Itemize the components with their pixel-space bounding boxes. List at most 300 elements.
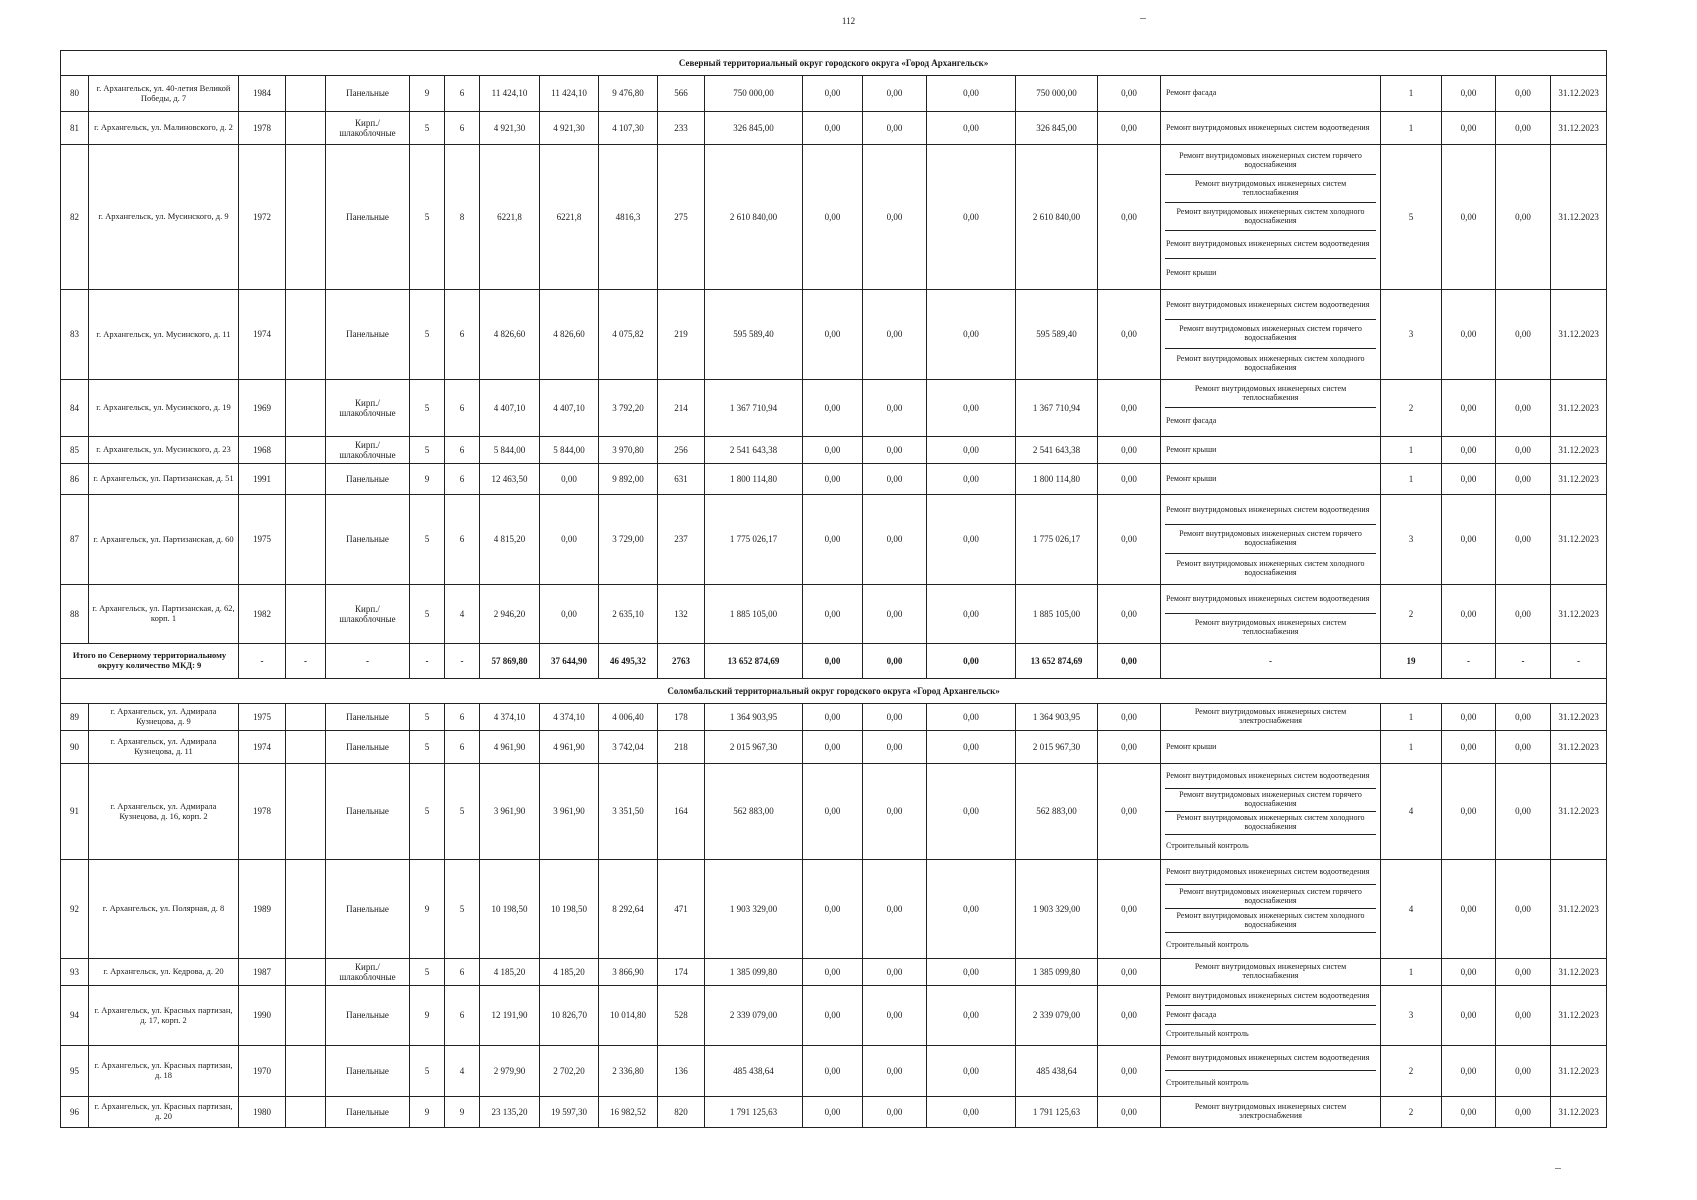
blank-cell: [286, 731, 326, 764]
funding-cell: 0,00: [927, 290, 1016, 380]
cost-cell: 1 364 903,95: [705, 704, 803, 731]
cost-cell: 2 015 967,30: [705, 731, 803, 764]
year-cell: 1987: [239, 959, 286, 986]
work-item: Ремонт внутридомовых инженерных систем холодного водоснабжения: [1165, 812, 1376, 835]
address-cell: г. Архангельск, ул. Адмирала Кузнецова, д. 11: [89, 731, 239, 764]
work-item: Ремонт внутридомовых инженерных систем водоотведения: [1165, 496, 1376, 525]
unit-cost-cell: 0,00: [1442, 1046, 1496, 1097]
deadline-cell: 31.12.2023: [1551, 585, 1607, 644]
unit-cost-cell: 0,00: [1442, 860, 1496, 959]
living-area-cell: 10 014,80: [599, 986, 658, 1046]
row-number: 89: [61, 704, 89, 731]
funding-cell: 0,00: [1098, 495, 1161, 585]
area-cell: 0,00: [540, 495, 599, 585]
unit-cost-cell: 0,00: [1496, 495, 1551, 585]
cost-cell: 326 845,00: [705, 112, 803, 145]
row-number: 94: [61, 986, 89, 1046]
table-row: [61, 1046, 1607, 1097]
year-cell: 1974: [239, 290, 286, 380]
funding-cell: 0,00: [863, 585, 927, 644]
wall-material-cell: Панельные: [326, 986, 410, 1046]
unit-cost-cell: 0,00: [1442, 1097, 1496, 1128]
floors-cell: 5: [410, 731, 445, 764]
year-cell: 1982: [239, 585, 286, 644]
total-area-cell: 4 921,30: [480, 112, 540, 145]
area-cell: 4 961,90: [540, 731, 599, 764]
row-number: 86: [61, 464, 89, 495]
work-item: Ремонт фасада: [1166, 88, 1217, 98]
work-types-cell: [1161, 860, 1381, 959]
total-cell: 0,00: [803, 644, 863, 679]
work-item: Ремонт внутридомовых инженерных систем горячего водоснабжения: [1165, 147, 1376, 175]
total-cell: 0,00: [927, 644, 1016, 679]
floors-cell: 9: [410, 76, 445, 112]
living-area-cell: 3 729,00: [599, 495, 658, 585]
funding-cell: 0,00: [863, 986, 927, 1046]
work-item: Ремонт внутридомовых инженерных систем горячего водоснабжения: [1165, 320, 1376, 349]
work-item: Ремонт крыши: [1166, 444, 1217, 454]
address-cell: г. Архангельск, ул. 40-летия Великой Победы, д. 7: [89, 76, 239, 112]
deadline-cell: 31.12.2023: [1551, 1046, 1607, 1097]
funding-cell: 0,00: [1098, 764, 1161, 860]
work-count-cell: 3: [1381, 290, 1442, 380]
table-row: [61, 959, 1607, 986]
funding-cell: 0,00: [1098, 1097, 1161, 1128]
funding-cell: 1 791 125,63: [1016, 1097, 1098, 1128]
floors-cell: 5: [410, 145, 445, 290]
work-item: Ремонт внутридомовых инженерных систем холодного водоснабжения: [1165, 203, 1376, 231]
work-item: Строительный контроль: [1166, 939, 1249, 949]
residents-cell: 136: [658, 1046, 705, 1097]
work-count-cell: 1: [1381, 731, 1442, 764]
wall-material-cell: Панельные: [326, 76, 410, 112]
total-cell: 0,00: [863, 644, 927, 679]
address-cell: г. Архангельск, ул. Кедрова, д. 20: [89, 959, 239, 986]
living-area-cell: 16 982,52: [599, 1097, 658, 1128]
unit-cost-cell: 0,00: [1496, 437, 1551, 464]
floors-cell: 9: [410, 1097, 445, 1128]
work-types-cell: [1161, 959, 1381, 986]
area-cell: 4 374,10: [540, 704, 599, 731]
work-count-cell: 4: [1381, 764, 1442, 860]
address-cell: г. Архангельск, ул. Мусинского, д. 23: [89, 437, 239, 464]
row-number: 82: [61, 145, 89, 290]
deadline-cell: 31.12.2023: [1551, 495, 1607, 585]
floors-cell: 5: [410, 437, 445, 464]
address-cell: г. Архангельск, ул. Красных партизан, д. 17, корп. 2: [89, 986, 239, 1046]
section-north: [61, 51, 1607, 76]
floors-cell: 5: [410, 1046, 445, 1097]
entrances-cell: 6: [445, 437, 480, 464]
wall-material-cell: Панельные: [326, 495, 410, 585]
funding-cell: 750 000,00: [1016, 76, 1098, 112]
cost-cell: 2 541 643,38: [705, 437, 803, 464]
residents-cell: 164: [658, 764, 705, 860]
address-cell: г. Архангельск, ул. Партизанская, д. 51: [89, 464, 239, 495]
funding-cell: 0,00: [803, 464, 863, 495]
total-cell: 2763: [658, 644, 705, 679]
address-cell: г. Архангельск, ул. Партизанская, д. 62, корп. 1: [89, 585, 239, 644]
funding-cell: 0,00: [803, 704, 863, 731]
funding-cell: 0,00: [863, 464, 927, 495]
wall-material-cell: Панельные: [326, 464, 410, 495]
funding-cell: 0,00: [1098, 585, 1161, 644]
funding-cell: 0,00: [803, 764, 863, 860]
funding-cell: 2 541 643,38: [1016, 437, 1098, 464]
unit-cost-cell: 0,00: [1442, 437, 1496, 464]
funding-cell: 0,00: [927, 959, 1016, 986]
total-cell: 0,00: [1098, 644, 1161, 679]
wall-material-cell: Кирп./ шлакоблочные: [326, 437, 410, 464]
funding-cell: 0,00: [1098, 959, 1161, 986]
blank-cell: [286, 380, 326, 437]
funding-cell: 0,00: [1098, 731, 1161, 764]
living-area-cell: 9 476,80: [599, 76, 658, 112]
funding-cell: 0,00: [863, 959, 927, 986]
blank-cell: [286, 585, 326, 644]
year-cell: 1974: [239, 731, 286, 764]
year-cell: 1972: [239, 145, 286, 290]
work-item: Ремонт внутридомовых инженерных систем водоотведения: [1165, 291, 1376, 320]
work-item: Ремонт внутридомовых инженерных систем горячего водоснабжения: [1165, 885, 1376, 909]
table-row: [61, 464, 1607, 495]
work-types-cell: [1161, 76, 1381, 112]
funding-cell: 0,00: [803, 112, 863, 145]
total-area-cell: 23 135,20: [480, 1097, 540, 1128]
work-types-cell: [1161, 495, 1381, 585]
entrances-cell: 9: [445, 1097, 480, 1128]
total-cell: -: [1442, 644, 1496, 679]
table-row: [61, 380, 1607, 437]
living-area-cell: 4 006,40: [599, 704, 658, 731]
unit-cost-cell: 0,00: [1442, 731, 1496, 764]
row-number: 90: [61, 731, 89, 764]
floors-cell: 5: [410, 380, 445, 437]
entrances-cell: 6: [445, 959, 480, 986]
funding-cell: 1 885 105,00: [1016, 585, 1098, 644]
funding-cell: 0,00: [803, 495, 863, 585]
deadline-cell: 31.12.2023: [1551, 764, 1607, 860]
work-count-cell: 1: [1381, 112, 1442, 145]
unit-cost-cell: 0,00: [1442, 764, 1496, 860]
living-area-cell: 3 351,50: [599, 764, 658, 860]
year-cell: 1978: [239, 112, 286, 145]
funding-cell: 0,00: [803, 1046, 863, 1097]
wall-material-cell: Панельные: [326, 704, 410, 731]
unit-cost-cell: 0,00: [1496, 1097, 1551, 1128]
work-item: Строительный контроль: [1166, 1077, 1249, 1087]
funding-cell: 0,00: [803, 290, 863, 380]
address-cell: г. Архангельск, ул. Малиновского, д. 2: [89, 112, 239, 145]
entrances-cell: 6: [445, 112, 480, 145]
work-types-cell: [1161, 986, 1381, 1046]
wall-material-cell: Панельные: [326, 764, 410, 860]
area-cell: 19 597,30: [540, 1097, 599, 1128]
funding-cell: 0,00: [927, 585, 1016, 644]
funding-cell: 0,00: [803, 1097, 863, 1128]
work-types-cell: [1161, 145, 1381, 290]
funding-cell: 0,00: [863, 1097, 927, 1128]
table-row: [61, 585, 1607, 644]
funding-cell: 0,00: [927, 860, 1016, 959]
work-count-cell: 1: [1381, 959, 1442, 986]
work-item: Строительный контроль: [1166, 1029, 1249, 1039]
funding-cell: 0,00: [1098, 1046, 1161, 1097]
row-number: 84: [61, 380, 89, 437]
deadline-cell: 31.12.2023: [1551, 986, 1607, 1046]
funding-cell: 0,00: [1098, 112, 1161, 145]
living-area-cell: 4 107,30: [599, 112, 658, 145]
total-area-cell: 4 374,10: [480, 704, 540, 731]
residents-cell: 132: [658, 585, 705, 644]
year-cell: 1975: [239, 495, 286, 585]
row-number: 81: [61, 112, 89, 145]
funding-cell: 0,00: [863, 76, 927, 112]
deadline-cell: 31.12.2023: [1551, 704, 1607, 731]
work-item: Ремонт внутридомовых инженерных систем горячего водоснабжения: [1165, 525, 1376, 554]
living-area-cell: 3 792,20: [599, 380, 658, 437]
total-area-cell: 5 844,00: [480, 437, 540, 464]
unit-cost-cell: 0,00: [1442, 112, 1496, 145]
cost-cell: 1 791 125,63: [705, 1097, 803, 1128]
cost-cell: 2 610 840,00: [705, 145, 803, 290]
unit-cost-cell: 0,00: [1442, 704, 1496, 731]
work-count-cell: 1: [1381, 437, 1442, 464]
funding-cell: 0,00: [1098, 986, 1161, 1046]
wall-material-cell: Кирп./ шлакоблочные: [326, 959, 410, 986]
funding-cell: 0,00: [1098, 76, 1161, 112]
entrances-cell: 5: [445, 860, 480, 959]
table-row: [61, 731, 1607, 764]
work-item: Ремонт внутридомовых инженерных систем водоотведения: [1165, 231, 1376, 259]
area-cell: 4 826,60: [540, 290, 599, 380]
unit-cost-cell: 0,00: [1496, 380, 1551, 437]
funding-cell: 0,00: [863, 704, 927, 731]
total-area-cell: 4 407,10: [480, 380, 540, 437]
work-count-cell: 2: [1381, 380, 1442, 437]
capital-repair-register-table: [60, 50, 1607, 1128]
work-item: Ремонт внутридомовых инженерных систем водоотведения: [1165, 586, 1376, 614]
floors-cell: 5: [410, 704, 445, 731]
blank-cell: [286, 145, 326, 290]
unit-cost-cell: 0,00: [1442, 464, 1496, 495]
work-item: Ремонт фасада: [1166, 416, 1217, 426]
area-cell: 4 921,30: [540, 112, 599, 145]
funding-cell: 0,00: [1098, 290, 1161, 380]
total-cell: 37 644,90: [540, 644, 599, 679]
year-cell: 1980: [239, 1097, 286, 1128]
total-area-cell: 12 191,90: [480, 986, 540, 1046]
work-types-cell: [1161, 1097, 1381, 1128]
funding-cell: 0,00: [927, 704, 1016, 731]
unit-cost-cell: 0,00: [1496, 986, 1551, 1046]
blank-cell: [286, 290, 326, 380]
blank-cell: [286, 437, 326, 464]
funding-cell: 2 339 079,00: [1016, 986, 1098, 1046]
funding-cell: 0,00: [803, 860, 863, 959]
unit-cost-cell: 0,00: [1496, 959, 1551, 986]
total-area-cell: 4 826,60: [480, 290, 540, 380]
work-item: Ремонт внутридомовых инженерных систем горячего водоснабжения: [1165, 789, 1376, 812]
year-cell: 1970: [239, 1046, 286, 1097]
wall-material-cell: Кирп./ шлакоблочные: [326, 112, 410, 145]
unit-cost-cell: 0,00: [1496, 731, 1551, 764]
blank-cell: [286, 1097, 326, 1128]
table-row: [61, 704, 1607, 731]
deadline-cell: 31.12.2023: [1551, 959, 1607, 986]
deadline-cell: 31.12.2023: [1551, 290, 1607, 380]
work-item: Ремонт внутридомовых инженерных систем водоотведения: [1165, 1047, 1376, 1071]
area-cell: 0,00: [540, 464, 599, 495]
funding-cell: 0,00: [927, 1046, 1016, 1097]
address-cell: г. Архангельск, ул. Красных партизан, д. 18: [89, 1046, 239, 1097]
funding-cell: 0,00: [1098, 860, 1161, 959]
table-row: [61, 1097, 1607, 1128]
cost-cell: 2 339 079,00: [705, 986, 803, 1046]
funding-cell: 0,00: [1098, 437, 1161, 464]
blank-cell: [286, 986, 326, 1046]
funding-cell: 1 800 114,80: [1016, 464, 1098, 495]
area-cell: 0,00: [540, 585, 599, 644]
unit-cost-cell: 0,00: [1442, 290, 1496, 380]
entrances-cell: 6: [445, 495, 480, 585]
deadline-cell: 31.12.2023: [1551, 112, 1607, 145]
work-count-cell: 2: [1381, 1097, 1442, 1128]
funding-cell: 0,00: [863, 112, 927, 145]
floors-cell: 9: [410, 464, 445, 495]
entrances-cell: 5: [445, 764, 480, 860]
cost-cell: 1 885 105,00: [705, 585, 803, 644]
floors-cell: 5: [410, 959, 445, 986]
area-cell: 2 702,20: [540, 1046, 599, 1097]
wall-material-cell: Кирп./ шлакоблочные: [326, 585, 410, 644]
deadline-cell: 31.12.2023: [1551, 76, 1607, 112]
year-cell: 1975: [239, 704, 286, 731]
funding-cell: 0,00: [803, 986, 863, 1046]
area-cell: 11 424,10: [540, 76, 599, 112]
unit-cost-cell: 0,00: [1442, 959, 1496, 986]
blank-cell: [286, 112, 326, 145]
work-item: Ремонт крыши: [1166, 741, 1217, 751]
total-cell: 19: [1381, 644, 1442, 679]
funding-cell: 1 903 329,00: [1016, 860, 1098, 959]
cost-cell: 1 367 710,94: [705, 380, 803, 437]
address-cell: г. Архангельск, ул. Партизанская, д. 60: [89, 495, 239, 585]
entrances-cell: 6: [445, 380, 480, 437]
work-types-cell: [1161, 704, 1381, 731]
unit-cost-cell: 0,00: [1442, 986, 1496, 1046]
residents-cell: 233: [658, 112, 705, 145]
row-number: 87: [61, 495, 89, 585]
funding-cell: 0,00: [927, 986, 1016, 1046]
work-item: Строительный контроль: [1166, 840, 1249, 850]
funding-cell: 2 015 967,30: [1016, 731, 1098, 764]
register-table-frame: [60, 50, 1599, 1128]
address-cell: г. Архангельск, ул. Адмирала Кузнецова, д. 9: [89, 704, 239, 731]
cost-cell: 485 438,64: [705, 1046, 803, 1097]
deadline-cell: 31.12.2023: [1551, 380, 1607, 437]
table-row: [61, 495, 1607, 585]
floors-cell: 5: [410, 495, 445, 585]
living-area-cell: 3 866,90: [599, 959, 658, 986]
funding-cell: 1 385 099,80: [1016, 959, 1098, 986]
deadline-cell: 31.12.2023: [1551, 731, 1607, 764]
unit-cost-cell: 0,00: [1496, 112, 1551, 145]
unit-cost-cell: 0,00: [1442, 495, 1496, 585]
floors-cell: 5: [410, 585, 445, 644]
funding-cell: 0,00: [863, 731, 927, 764]
year-cell: 1989: [239, 860, 286, 959]
section-solombala: [61, 679, 1607, 704]
residents-cell: 178: [658, 704, 705, 731]
work-types-cell: [1161, 731, 1381, 764]
funding-cell: 0,00: [863, 437, 927, 464]
total-area-cell: 12 463,50: [480, 464, 540, 495]
row-number: 93: [61, 959, 89, 986]
total-row: [61, 644, 1607, 679]
funding-cell: 562 883,00: [1016, 764, 1098, 860]
funding-cell: 0,00: [927, 145, 1016, 290]
residents-cell: 218: [658, 731, 705, 764]
total-cell: -: [445, 644, 480, 679]
funding-cell: 1 364 903,95: [1016, 704, 1098, 731]
work-count-cell: 2: [1381, 1046, 1442, 1097]
address-cell: г. Архангельск, ул. Полярная, д. 8: [89, 860, 239, 959]
blank-cell: [286, 860, 326, 959]
floors-cell: 9: [410, 986, 445, 1046]
funding-cell: 0,00: [863, 145, 927, 290]
address-cell: г. Архангельск, ул. Красных партизан, д. 20: [89, 1097, 239, 1128]
living-area-cell: 3 742,04: [599, 731, 658, 764]
funding-cell: 0,00: [927, 1097, 1016, 1128]
work-count-cell: 3: [1381, 986, 1442, 1046]
work-types-cell: [1161, 437, 1381, 464]
total-cell: 13 652 874,69: [705, 644, 803, 679]
unit-cost-cell: 0,00: [1442, 585, 1496, 644]
work-item: Ремонт внутридомовых инженерных систем водоотведения: [1165, 861, 1376, 885]
residents-cell: 219: [658, 290, 705, 380]
work-item: Ремонт внутридомовых инженерных систем водоотведения: [1165, 987, 1376, 1006]
area-cell: 4 185,20: [540, 959, 599, 986]
total-area-cell: 10 198,50: [480, 860, 540, 959]
deadline-cell: 31.12.2023: [1551, 860, 1607, 959]
work-item: Ремонт внутридомовых инженерных систем теплоснабжения: [1194, 618, 1347, 636]
living-area-cell: 3 970,80: [599, 437, 658, 464]
unit-cost-cell: 0,00: [1496, 76, 1551, 112]
funding-cell: 595 589,40: [1016, 290, 1098, 380]
area-cell: 10 198,50: [540, 860, 599, 959]
table-row: [61, 290, 1607, 380]
work-item: Ремонт внутридомовых инженерных систем холодного водоснабжения: [1176, 558, 1365, 577]
scan-mark: [1140, 18, 1146, 19]
work-count-cell: 2: [1381, 585, 1442, 644]
cost-cell: 562 883,00: [705, 764, 803, 860]
year-cell: 1991: [239, 464, 286, 495]
deadline-cell: 31.12.2023: [1551, 1097, 1607, 1128]
funding-cell: 0,00: [863, 495, 927, 585]
year-cell: 1990: [239, 986, 286, 1046]
table-row: [61, 764, 1607, 860]
cost-cell: 1 385 099,80: [705, 959, 803, 986]
floors-cell: 5: [410, 290, 445, 380]
funding-cell: 0,00: [803, 437, 863, 464]
blank-cell: [286, 959, 326, 986]
cost-cell: 1 800 114,80: [705, 464, 803, 495]
total-cell: -: [326, 644, 410, 679]
deadline-cell: 31.12.2023: [1551, 464, 1607, 495]
funding-cell: 0,00: [803, 145, 863, 290]
living-area-cell: 4 075,82: [599, 290, 658, 380]
